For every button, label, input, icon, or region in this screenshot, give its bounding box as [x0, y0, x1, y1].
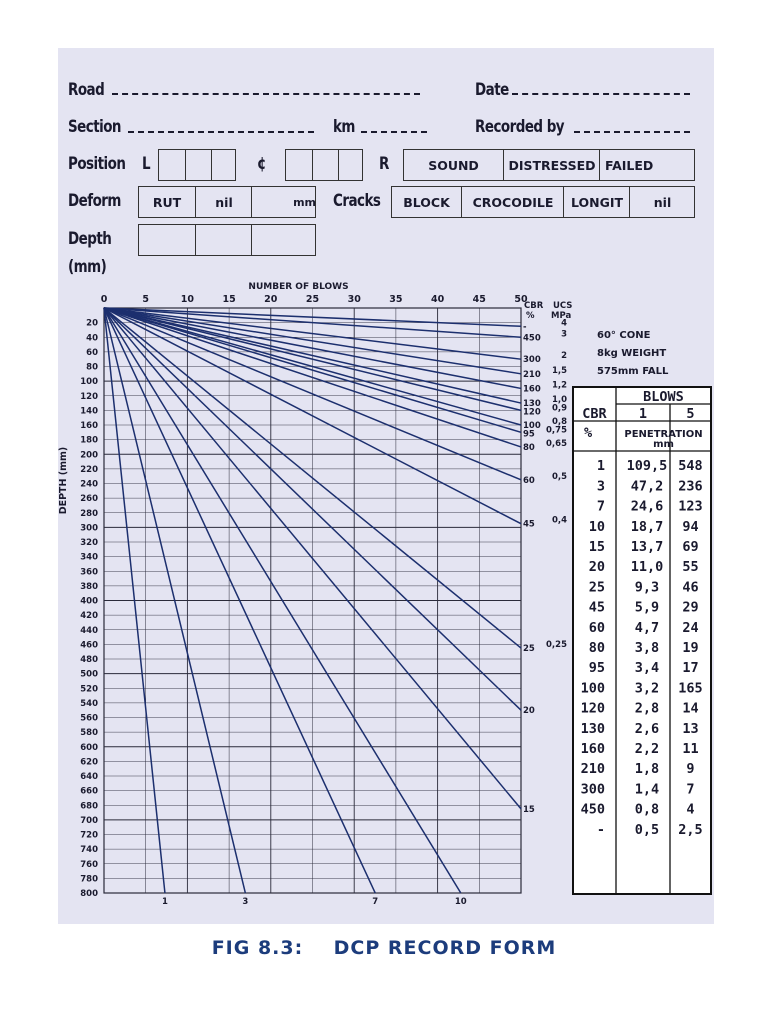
test-annotation: 60° CONE [597, 330, 651, 341]
table-col-5: 5 [686, 406, 695, 422]
table-cell-5: 17 [682, 660, 699, 677]
table-cell-1: 5,9 [634, 599, 660, 616]
cracks-label: Cracks [333, 191, 381, 211]
ucs-line-label: 0,9 [551, 403, 567, 414]
x-tick-label: 45 [472, 294, 486, 305]
cbr-line-label: 45 [523, 519, 535, 530]
table-cell-1: 109,5 [626, 458, 668, 475]
table-cell-1: 2,8 [634, 700, 660, 717]
table-cell-5: 165 [678, 680, 703, 697]
x-tick-label: 10 [180, 294, 195, 305]
table-cell-1: 2,2 [634, 740, 660, 757]
depth-unit-label: (mm) [68, 257, 107, 277]
section-label: Section [68, 117, 121, 137]
table-cell-1: 11,0 [630, 559, 664, 576]
condition-distressed-option[interactable]: DISTRESSED [503, 150, 600, 180]
ucs-unit: MPa [551, 311, 572, 321]
ucs-line-label: 1,0 [551, 395, 567, 406]
table-cell-1: 24,6 [630, 498, 664, 515]
y-tick-label: 800 [80, 889, 98, 899]
table-cell-cbr: 120 [580, 700, 605, 717]
table-cell-5: 69 [682, 538, 699, 555]
cbr-line-label: 130 [523, 399, 541, 410]
table-cell-cbr: 1 [596, 458, 605, 475]
y-tick-label: 180 [80, 435, 98, 446]
cbr-line-label: 80 [523, 442, 535, 453]
y-tick-label: 220 [80, 464, 98, 475]
cbr-line-label: 100 [523, 421, 541, 431]
table-cell-cbr: 60 [588, 619, 605, 636]
ucs-line-label: 0,75 [546, 425, 567, 436]
ucs-line-label: 2 [561, 351, 567, 362]
deform-label: Deform [68, 191, 121, 211]
y-tick-label: 740 [80, 845, 98, 856]
table-cell-cbr: 130 [580, 720, 605, 737]
test-annotation: 575mm FALL [597, 366, 669, 377]
condition-failed-option[interactable]: FAILED [599, 150, 700, 180]
table-cell-cbr: 450 [580, 801, 605, 818]
table-cell-1: 3,8 [634, 639, 660, 656]
table-cell-cbr: 80 [588, 639, 605, 656]
cbr-line-label: 300 [523, 355, 541, 366]
table-cell-1: 0,8 [634, 801, 660, 818]
x-tick-label: 5 [142, 294, 150, 305]
table-cell-cbr: 300 [580, 781, 605, 798]
y-tick-label: 380 [80, 581, 98, 592]
y-tick-label: 100 [80, 377, 98, 388]
cbr-line-label: 450 [523, 333, 541, 344]
road-label: Road [68, 80, 105, 100]
table-cell-5: 24 [682, 619, 699, 636]
position-label: Position [68, 154, 126, 174]
cbr-line-label: 95 [523, 429, 535, 440]
y-tick-label: 660 [80, 786, 98, 797]
table-cell-cbr: 45 [588, 599, 605, 616]
cbr-line-label: 160 [523, 384, 541, 395]
cracks-block-option[interactable]: BLOCK [403, 194, 450, 210]
table-cell-cbr: 95 [588, 660, 605, 677]
table-cell-5: 11 [682, 740, 699, 757]
y-tick-label: 340 [80, 552, 98, 563]
table-cell-1: 18,7 [630, 518, 664, 535]
y-tick-label: 500 [80, 669, 98, 680]
ucs-line-label: 0,8 [551, 417, 567, 427]
x-tick-label: 30 [347, 294, 361, 305]
y-tick-label: 200 [80, 450, 98, 461]
ucs-line-label: 1,2 [551, 380, 567, 391]
table-cell-5: 19 [682, 639, 699, 656]
y-tick-label: 560 [80, 713, 98, 724]
table-cell-5: 123 [678, 498, 703, 515]
x-tick-label: 15 [222, 294, 236, 305]
table-subheader-unit: mm [653, 439, 674, 450]
ucs-line-label: 1,5 [551, 365, 567, 376]
table-cell-1: 9,3 [634, 579, 660, 596]
y-tick-label: 480 [80, 655, 98, 665]
cbr-line-label: 20 [523, 706, 535, 717]
table-cell-1: 47,2 [630, 478, 664, 495]
cracks-nil-option[interactable]: nil [629, 187, 695, 217]
cracks-crocodile-option[interactable]: CROCODILE [461, 187, 564, 217]
table-cell-cbr: 20 [588, 559, 605, 576]
table-cell-5: 46 [682, 579, 699, 596]
y-tick-label: 720 [80, 830, 98, 841]
x-tick-label: 25 [305, 294, 320, 305]
table-cell-cbr: 3 [596, 478, 605, 495]
cbr-line-label: 25 [523, 644, 535, 655]
left-label: L [142, 154, 151, 174]
cbr-line-label: 210 [523, 369, 541, 380]
y-tick-label: 240 [80, 479, 98, 490]
table-cell-5: 55 [682, 559, 699, 576]
cbr-line-label: 15 [523, 804, 535, 815]
table-cell-1: 3,2 [634, 680, 660, 697]
table-cell-5: 9 [686, 761, 695, 778]
ucs-header: UCS [553, 301, 573, 311]
x-tick-label: 40 [430, 294, 445, 305]
table-cell-5: 4 [686, 801, 695, 818]
y-tick-label: 60 [86, 347, 98, 358]
centreline-label: ¢ [257, 154, 266, 174]
table-cell-cbr: 10 [588, 518, 605, 535]
y-tick-label: 120 [80, 391, 98, 402]
table-col-cbr: CBR [582, 406, 607, 422]
ucs-line-label: 0,5 [551, 471, 567, 482]
y-tick-label: 520 [80, 684, 98, 695]
y-tick-label: 280 [80, 508, 98, 519]
ucs-line-label: 0,25 [546, 640, 567, 651]
x-tick-label: 20 [264, 294, 278, 305]
y-tick-label: 140 [80, 406, 98, 417]
y-tick-label: 640 [80, 772, 98, 782]
y-tick-label: 400 [80, 596, 98, 607]
y-tick-label: 620 [80, 757, 98, 768]
y-tick-label: 600 [80, 742, 98, 753]
y-tick-label: 760 [80, 859, 98, 870]
table-col-1: 1 [638, 406, 648, 422]
right-label: R [379, 154, 389, 174]
y-tick-label: 360 [80, 567, 98, 578]
table-cell-5: 94 [682, 518, 699, 535]
km-label: km [333, 117, 355, 137]
table-unit-pct: % [584, 425, 593, 441]
deform-mm-field[interactable]: mm [251, 187, 320, 217]
y-tick-label: 40 [86, 333, 98, 344]
x-tick-label: 35 [389, 294, 403, 305]
cbr-line-label: 3 [242, 897, 249, 907]
figure-caption: FIG 8.3: DCP RECORD FORM [211, 937, 557, 959]
y-tick-label: 160 [80, 421, 98, 431]
date-label: Date [475, 80, 509, 100]
table-cell-cbr: - [596, 821, 605, 838]
cbr-line-label: 60 [523, 475, 535, 486]
y-tick-label: 80 [86, 362, 98, 373]
table-cell-1: 0,5 [634, 821, 660, 838]
y-tick-label: 540 [80, 698, 98, 709]
table-cell-cbr: 100 [580, 680, 605, 697]
table-cell-1: 1,8 [634, 761, 660, 778]
y-tick-label: 300 [80, 523, 98, 534]
cbr-line-label: 1 [161, 897, 168, 907]
condition-sound-option[interactable]: SOUND [428, 157, 479, 173]
table-cell-5: 13 [682, 720, 699, 737]
y-axis-title: DEPTH (mm) [58, 446, 69, 515]
table-cell-1: 13,7 [630, 538, 664, 555]
cbr-line-label: 10 [454, 897, 467, 907]
table-cell-5: 236 [678, 478, 703, 495]
cbr-header: CBR [524, 301, 544, 311]
x-axis-title: NUMBER OF BLOWS [248, 282, 349, 292]
ucs-line-label: 4 [561, 318, 567, 329]
y-tick-label: 700 [80, 815, 98, 826]
table-cell-5: 29 [682, 599, 699, 616]
table-cell-cbr: 7 [596, 498, 605, 515]
y-tick-label: 320 [80, 538, 98, 548]
test-annotation: 8kg WEIGHT [597, 348, 667, 359]
table-cell-1: 4,7 [634, 619, 660, 636]
y-tick-label: 460 [80, 640, 98, 651]
y-tick-label: 20 [86, 318, 98, 329]
cbr-line-label: 7 [372, 897, 379, 907]
table-cell-cbr: 210 [580, 761, 605, 778]
depth-label: Depth [68, 229, 112, 249]
deform-nil-option[interactable]: nil [195, 187, 252, 217]
table-cell-1: 3,4 [634, 660, 660, 677]
table-title: BLOWS [643, 389, 684, 405]
y-tick-label: 680 [80, 801, 98, 812]
cbr-unit: % [526, 311, 535, 321]
ucs-line-label: 0,4 [551, 515, 567, 526]
table-subheader: PENETRATION [624, 429, 703, 440]
cbr-line-label: - [523, 322, 527, 333]
recorded-by-label: Recorded by [475, 117, 565, 137]
y-tick-label: 440 [80, 625, 98, 636]
ucs-line-label: 0,65 [546, 438, 567, 449]
table-cell-5: 2,5 [678, 821, 703, 838]
deform-rut-option[interactable]: RUT [152, 194, 182, 210]
y-tick-label: 420 [80, 611, 98, 622]
x-tick-label: 50 [514, 294, 528, 305]
table-cell-5: 14 [682, 700, 699, 717]
y-tick-label: 580 [80, 728, 98, 739]
cracks-longit-option[interactable]: LONGIT [563, 187, 630, 217]
table-cell-1: 1,4 [634, 781, 660, 798]
table-cell-1: 2,6 [634, 720, 660, 737]
table-cell-cbr: 15 [588, 538, 605, 555]
table-cell-5: 7 [686, 781, 695, 798]
ucs-line-label: 3 [561, 329, 567, 340]
x-tick-label: 0 [100, 294, 108, 305]
cbr-line-label: 120 [523, 407, 541, 418]
table-cell-5: 548 [678, 458, 703, 475]
y-tick-label: 780 [80, 874, 98, 885]
table-cell-cbr: 25 [588, 579, 605, 596]
table-cell-cbr: 160 [580, 740, 605, 757]
y-tick-label: 260 [80, 494, 98, 505]
